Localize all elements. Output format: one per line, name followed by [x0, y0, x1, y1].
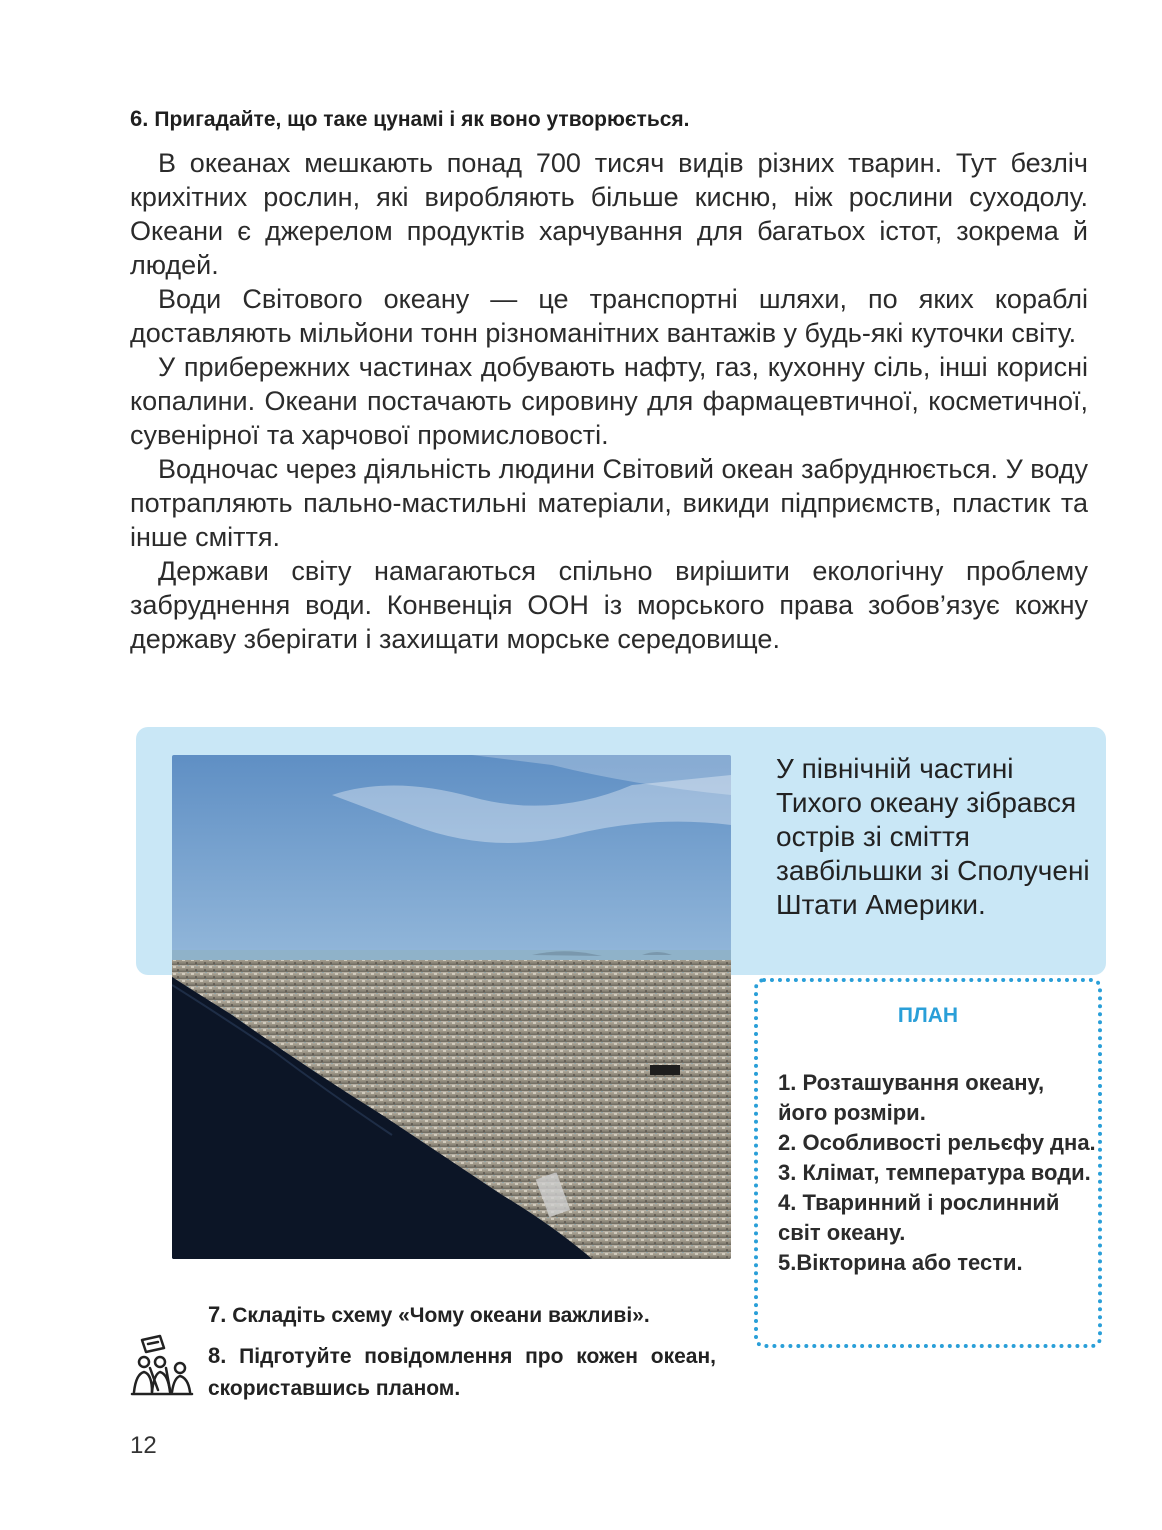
- plan-item-text: Вікторина або тести.: [796, 1250, 1023, 1275]
- paragraph-5: Держави світу намагаються спільно вирішити екологічну проблему забруднення води. Конвенція ООН із морського права зобов’язує кожну державу зберігати і захищати морське середовище.: [130, 556, 1088, 654]
- plan-list: [778, 1068, 1098, 1278]
- plan-item-text: Особливості рельєфу дна.: [802, 1130, 1096, 1155]
- plan-item: [778, 1248, 1098, 1278]
- plan-item-text: Клімат, температура води.: [802, 1160, 1091, 1185]
- plan-item-number: 1.: [778, 1070, 797, 1095]
- fact-text: У північній частині Тихого океану зібрався острів зі сміття завбільшки зі Сполучені Штати Америки.: [776, 753, 1090, 920]
- task-8-number: 8.: [208, 1343, 227, 1368]
- paragraph-1: В океанах мешкають понад 700 тисяч видів різних тварин. Тут безліч крихітних рослин, які виробляють більше кисню, ніж рослини суходолу. Океани є джерелом продуктів харчування для багатьох істот, зокрема й людей.: [130, 148, 1088, 280]
- paragraph-3: У прибережних частинах добувають нафту, газ, кухонну сіль, інші корисні копалини. Океани постачають сировину для фармацевтичної, косметичної, сувенірної та харчової промисловості.: [130, 352, 1088, 450]
- task-6-number: 6.: [130, 106, 149, 131]
- plan-item: [778, 1158, 1098, 1188]
- task-7: [208, 1300, 720, 1331]
- plan-item-number: 2.: [778, 1130, 797, 1155]
- plan-item: [778, 1068, 1098, 1128]
- main-text: [130, 146, 1088, 656]
- plan-item-text: Розташування океану, його розміри.: [778, 1070, 1045, 1125]
- task-7-number: 7.: [208, 1302, 227, 1327]
- plan-item-number: 5.: [778, 1250, 797, 1275]
- page-number: 12: [130, 1432, 157, 1459]
- task-8-text: Підготуйте повідомлення про кожен океан, скориставшись планом.: [208, 1345, 716, 1400]
- task-7-text: Складіть схему «Чому океани важливі».: [232, 1304, 650, 1327]
- plan-item-number: 4.: [778, 1190, 797, 1215]
- task-6-text: Пригадайте, що таке цунамі і як воно утворюється.: [154, 108, 690, 131]
- paragraph-2: Води Світового океану — це транспортні шляхи, по яких кораблі доставляють мільйони тонн різноманітних вантажів у будь-які куточки світу.: [130, 284, 1088, 348]
- plan-title: ПЛАН: [897, 1004, 959, 1027]
- plan-item: [778, 1188, 1098, 1248]
- ocean-garbage-photo: [172, 755, 731, 1259]
- plan-item-number: 3.: [778, 1160, 797, 1185]
- group-work-icon: [130, 1334, 194, 1403]
- plan-item-text: Тваринний і рослинний світ океану.: [778, 1190, 1060, 1245]
- task-6: [130, 104, 1090, 135]
- plan-item: [778, 1128, 1098, 1158]
- task-8: [208, 1340, 716, 1405]
- paragraph-4: Водночас через діяльність людини Світовий океан забруднюється. У воду потрапляють пально-мастильні матеріали, викиди підприємств, пластик та інше сміття.: [130, 454, 1088, 552]
- plan-box: [754, 978, 1102, 1348]
